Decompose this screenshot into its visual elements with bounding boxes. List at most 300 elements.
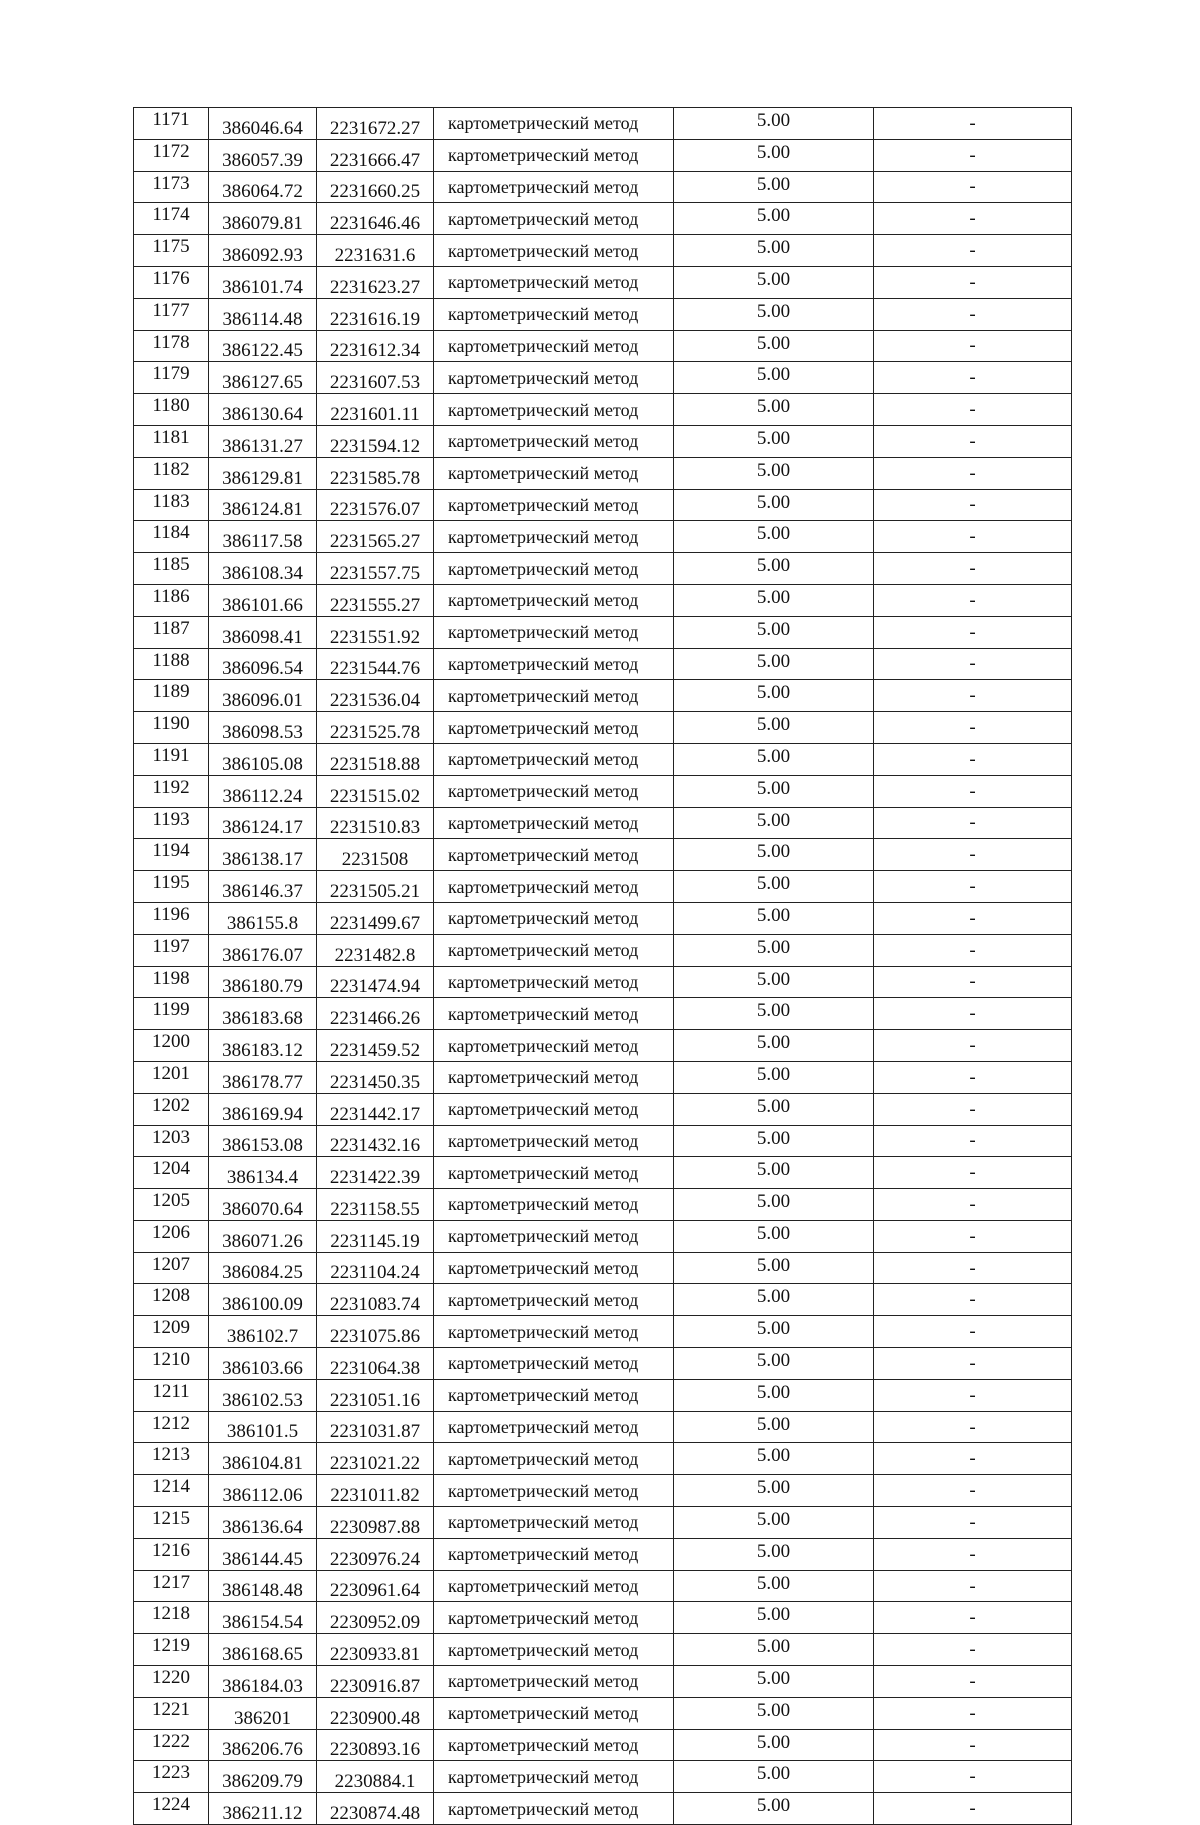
table-row [134,1093,1072,1125]
point-number-cell: 1204 [134,1157,209,1189]
point-number-cell: 1171 [134,108,209,140]
accuracy-cell: 5.00 [674,1538,874,1570]
method-cell: картометрический метод [434,457,674,489]
y-coordinate-cell: 2230874.48 [317,1793,434,1825]
x-coordinate-cell: 386134.4 [209,1157,317,1189]
x-coordinate-cell: 386178.77 [209,1061,317,1093]
point-number-cell: 1219 [134,1634,209,1666]
note-cell: - [874,1697,1072,1729]
x-coordinate-cell: 386211.12 [209,1793,317,1825]
point-number-cell: 1175 [134,235,209,267]
note-cell: - [874,1570,1072,1602]
note-cell: - [874,775,1072,807]
note-cell: - [874,266,1072,298]
y-coordinate-cell: 2231660.25 [317,171,434,203]
method-cell: картометрический метод [434,1316,674,1348]
point-number-cell: 1222 [134,1729,209,1761]
x-coordinate-cell: 386183.68 [209,998,317,1030]
note-cell: - [874,966,1072,998]
accuracy-cell: 5.00 [674,1348,874,1380]
x-coordinate-cell: 386127.65 [209,362,317,394]
table-row [134,1157,1072,1189]
method-cell: картометрический метод [434,1793,674,1825]
point-number-cell: 1192 [134,775,209,807]
table-row [134,457,1072,489]
accuracy-cell: 5.00 [674,743,874,775]
note-cell: - [874,1634,1072,1666]
y-coordinate-cell: 2231450.35 [317,1061,434,1093]
method-cell: картометрический метод [434,775,674,807]
table-row [134,1348,1072,1380]
table-row [134,1729,1072,1761]
y-coordinate-cell: 2231515.02 [317,775,434,807]
method-cell: картометрический метод [434,553,674,585]
point-number-cell: 1198 [134,966,209,998]
point-number-cell: 1217 [134,1570,209,1602]
point-number-cell: 1186 [134,584,209,616]
accuracy-cell: 5.00 [674,1475,874,1507]
point-number-cell: 1196 [134,902,209,934]
x-coordinate-cell: 386180.79 [209,966,317,998]
table-row [134,966,1072,998]
y-coordinate-cell: 2231672.27 [317,108,434,140]
x-coordinate-cell: 386176.07 [209,934,317,966]
y-coordinate-cell: 2230952.09 [317,1602,434,1634]
method-cell: картометрический метод [434,1443,674,1475]
x-coordinate-cell: 386101.5 [209,1411,317,1443]
note-cell: - [874,1316,1072,1348]
point-number-cell: 1200 [134,1030,209,1062]
table-row [134,1761,1072,1793]
x-coordinate-cell: 386096.01 [209,680,317,712]
table-row [134,1538,1072,1570]
x-coordinate-cell: 386130.64 [209,394,317,426]
y-coordinate-cell: 2231508 [317,839,434,871]
point-number-cell: 1201 [134,1061,209,1093]
accuracy-cell: 5.00 [674,1030,874,1062]
x-coordinate-cell: 386117.58 [209,521,317,553]
y-coordinate-cell: 2231631.6 [317,235,434,267]
x-coordinate-cell: 386124.17 [209,807,317,839]
x-coordinate-cell: 386168.65 [209,1634,317,1666]
y-coordinate-cell: 2230933.81 [317,1634,434,1666]
y-coordinate-cell: 2231616.19 [317,298,434,330]
method-cell: картометрический метод [434,521,674,553]
accuracy-cell: 5.00 [674,521,874,553]
accuracy-cell: 5.00 [674,203,874,235]
point-number-cell: 1183 [134,489,209,521]
table-row [134,394,1072,426]
table-row [134,807,1072,839]
accuracy-cell: 5.00 [674,1157,874,1189]
note-cell: - [874,839,1072,871]
x-coordinate-cell: 386064.72 [209,171,317,203]
table-row [134,1634,1072,1666]
table-row [134,1061,1072,1093]
point-number-cell: 1172 [134,139,209,171]
y-coordinate-cell: 2230987.88 [317,1507,434,1539]
x-coordinate-cell: 386105.08 [209,743,317,775]
y-coordinate-cell: 2230916.87 [317,1666,434,1698]
x-coordinate-cell: 386084.25 [209,1252,317,1284]
point-number-cell: 1215 [134,1507,209,1539]
method-cell: картометрический метод [434,902,674,934]
table-row [134,934,1072,966]
point-number-cell: 1208 [134,1284,209,1316]
y-coordinate-cell: 2231666.47 [317,139,434,171]
point-number-cell: 1179 [134,362,209,394]
document-page [133,107,1071,1825]
method-cell: картометрический метод [434,1507,674,1539]
x-coordinate-cell: 386153.08 [209,1125,317,1157]
accuracy-cell: 5.00 [674,457,874,489]
y-coordinate-cell: 2230976.24 [317,1538,434,1570]
point-number-cell: 1207 [134,1252,209,1284]
note-cell: - [874,1125,1072,1157]
table-row [134,1793,1072,1825]
method-cell: картометрический метод [434,1634,674,1666]
y-coordinate-cell: 2231525.78 [317,712,434,744]
accuracy-cell: 5.00 [674,1602,874,1634]
method-cell: картометрический метод [434,1761,674,1793]
accuracy-cell: 5.00 [674,998,874,1030]
point-number-cell: 1224 [134,1793,209,1825]
table-row [134,648,1072,680]
accuracy-cell: 5.00 [674,1252,874,1284]
table-row [134,584,1072,616]
note-cell: - [874,1061,1072,1093]
y-coordinate-cell: 2231536.04 [317,680,434,712]
method-cell: картометрический метод [434,1729,674,1761]
x-coordinate-cell: 386070.64 [209,1189,317,1221]
y-coordinate-cell: 2231051.16 [317,1379,434,1411]
x-coordinate-cell: 386071.26 [209,1220,317,1252]
table-row [134,1666,1072,1698]
note-cell: - [874,1793,1072,1825]
note-cell: - [874,871,1072,903]
note-cell: - [874,1602,1072,1634]
accuracy-cell: 5.00 [674,171,874,203]
method-cell: картометрический метод [434,616,674,648]
accuracy-cell: 5.00 [674,1793,874,1825]
point-number-cell: 1195 [134,871,209,903]
note-cell: - [874,902,1072,934]
point-number-cell: 1221 [134,1697,209,1729]
y-coordinate-cell: 2231432.16 [317,1125,434,1157]
y-coordinate-cell: 2231104.24 [317,1252,434,1284]
point-number-cell: 1187 [134,616,209,648]
x-coordinate-cell: 386183.12 [209,1030,317,1062]
x-coordinate-cell: 386209.79 [209,1761,317,1793]
table-row [134,680,1072,712]
accuracy-cell: 5.00 [674,1411,874,1443]
method-cell: картометрический метод [434,743,674,775]
accuracy-cell: 5.00 [674,871,874,903]
table-row [134,139,1072,171]
y-coordinate-cell: 2231612.34 [317,330,434,362]
accuracy-cell: 5.00 [674,775,874,807]
x-coordinate-cell: 386154.54 [209,1602,317,1634]
method-cell: картометрический метод [434,266,674,298]
method-cell: картометрический метод [434,1252,674,1284]
accuracy-cell: 5.00 [674,235,874,267]
x-coordinate-cell: 386092.93 [209,235,317,267]
accuracy-cell: 5.00 [674,934,874,966]
x-coordinate-cell: 386108.34 [209,553,317,585]
accuracy-cell: 5.00 [674,1443,874,1475]
x-coordinate-cell: 386169.94 [209,1093,317,1125]
point-number-cell: 1174 [134,203,209,235]
y-coordinate-cell: 2231075.86 [317,1316,434,1348]
accuracy-cell: 5.00 [674,553,874,585]
accuracy-cell: 5.00 [674,966,874,998]
x-coordinate-cell: 386129.81 [209,457,317,489]
table-row [134,1220,1072,1252]
note-cell: - [874,553,1072,585]
point-number-cell: 1206 [134,1220,209,1252]
y-coordinate-cell: 2231064.38 [317,1348,434,1380]
accuracy-cell: 5.00 [674,584,874,616]
method-cell: картометрический метод [434,1030,674,1062]
method-cell: картометрический метод [434,1189,674,1221]
x-coordinate-cell: 386146.37 [209,871,317,903]
y-coordinate-cell: 2231442.17 [317,1093,434,1125]
method-cell: картометрический метод [434,171,674,203]
method-cell: картометрический метод [434,1284,674,1316]
point-number-cell: 1209 [134,1316,209,1348]
point-number-cell: 1197 [134,934,209,966]
x-coordinate-cell: 386101.66 [209,584,317,616]
x-coordinate-cell: 386079.81 [209,203,317,235]
note-cell: - [874,1761,1072,1793]
x-coordinate-cell: 386124.81 [209,489,317,521]
x-coordinate-cell: 386104.81 [209,1443,317,1475]
x-coordinate-cell: 386206.76 [209,1729,317,1761]
y-coordinate-cell: 2231565.27 [317,521,434,553]
method-cell: картометрический метод [434,1538,674,1570]
note-cell: - [874,1729,1072,1761]
point-number-cell: 1185 [134,553,209,585]
table-row [134,902,1072,934]
method-cell: картометрический метод [434,871,674,903]
note-cell: - [874,584,1072,616]
accuracy-cell: 5.00 [674,1061,874,1093]
accuracy-cell: 5.00 [674,394,874,426]
note-cell: - [874,743,1072,775]
method-cell: картометрический метод [434,1570,674,1602]
accuracy-cell: 5.00 [674,1093,874,1125]
note-cell: - [874,934,1072,966]
point-number-cell: 1176 [134,266,209,298]
note-cell: - [874,489,1072,521]
method-cell: картометрический метод [434,108,674,140]
method-cell: картометрический метод [434,362,674,394]
table-row [134,616,1072,648]
note-cell: - [874,1348,1072,1380]
table-row [134,998,1072,1030]
accuracy-cell: 5.00 [674,1570,874,1602]
table-row [134,235,1072,267]
y-coordinate-cell: 2231031.87 [317,1411,434,1443]
x-coordinate-cell: 386112.06 [209,1475,317,1507]
point-number-cell: 1214 [134,1475,209,1507]
point-number-cell: 1203 [134,1125,209,1157]
table-row [134,266,1072,298]
y-coordinate-cell: 2231623.27 [317,266,434,298]
method-cell: картометрический метод [434,489,674,521]
accuracy-cell: 5.00 [674,807,874,839]
point-number-cell: 1189 [134,680,209,712]
point-number-cell: 1184 [134,521,209,553]
y-coordinate-cell: 2231083.74 [317,1284,434,1316]
x-coordinate-cell: 386155.8 [209,902,317,934]
note-cell: - [874,680,1072,712]
table-row [134,108,1072,140]
accuracy-cell: 5.00 [674,616,874,648]
note-cell: - [874,1666,1072,1698]
accuracy-cell: 5.00 [674,139,874,171]
table-row [134,871,1072,903]
x-coordinate-cell: 386102.53 [209,1379,317,1411]
table-row [134,1602,1072,1634]
method-cell: картометрический метод [434,1602,674,1634]
accuracy-cell: 5.00 [674,1666,874,1698]
x-coordinate-cell: 386201 [209,1697,317,1729]
method-cell: картометрический метод [434,1157,674,1189]
accuracy-cell: 5.00 [674,648,874,680]
table-row [134,1284,1072,1316]
y-coordinate-cell: 2230893.16 [317,1729,434,1761]
accuracy-cell: 5.00 [674,1761,874,1793]
method-cell: картометрический метод [434,425,674,457]
x-coordinate-cell: 386131.27 [209,425,317,457]
point-number-cell: 1213 [134,1443,209,1475]
note-cell: - [874,1220,1072,1252]
note-cell: - [874,235,1072,267]
point-number-cell: 1205 [134,1189,209,1221]
accuracy-cell: 5.00 [674,298,874,330]
method-cell: картометрический метод [434,203,674,235]
coordinates-table [133,107,1072,1825]
note-cell: - [874,1379,1072,1411]
note-cell: - [874,998,1072,1030]
point-number-cell: 1193 [134,807,209,839]
table-row [134,775,1072,807]
y-coordinate-cell: 2231551.92 [317,616,434,648]
y-coordinate-cell: 2231011.82 [317,1475,434,1507]
y-coordinate-cell: 2231021.22 [317,1443,434,1475]
accuracy-cell: 5.00 [674,108,874,140]
method-cell: картометрический метод [434,1666,674,1698]
note-cell: - [874,330,1072,362]
accuracy-cell: 5.00 [674,1316,874,1348]
table-row [134,1443,1072,1475]
x-coordinate-cell: 386103.66 [209,1348,317,1380]
note-cell: - [874,712,1072,744]
table-row [134,1570,1072,1602]
point-number-cell: 1218 [134,1602,209,1634]
y-coordinate-cell: 2231422.39 [317,1157,434,1189]
accuracy-cell: 5.00 [674,1697,874,1729]
note-cell: - [874,1093,1072,1125]
point-number-cell: 1180 [134,394,209,426]
accuracy-cell: 5.00 [674,362,874,394]
y-coordinate-cell: 2231459.52 [317,1030,434,1062]
point-number-cell: 1210 [134,1348,209,1380]
table-row [134,1379,1072,1411]
x-coordinate-cell: 386112.24 [209,775,317,807]
point-number-cell: 1182 [134,457,209,489]
y-coordinate-cell: 2231499.67 [317,902,434,934]
y-coordinate-cell: 2231482.8 [317,934,434,966]
y-coordinate-cell: 2231607.53 [317,362,434,394]
method-cell: картометрический метод [434,1220,674,1252]
note-cell: - [874,616,1072,648]
y-coordinate-cell: 2230961.64 [317,1570,434,1602]
y-coordinate-cell: 2231601.11 [317,394,434,426]
note-cell: - [874,298,1072,330]
accuracy-cell: 5.00 [674,489,874,521]
note-cell: - [874,1443,1072,1475]
note-cell: - [874,171,1072,203]
method-cell: картометрический метод [434,648,674,680]
note-cell: - [874,1157,1072,1189]
y-coordinate-cell: 2231505.21 [317,871,434,903]
table-row [134,553,1072,585]
x-coordinate-cell: 386102.7 [209,1316,317,1348]
method-cell: картометрический метод [434,1379,674,1411]
x-coordinate-cell: 386122.45 [209,330,317,362]
coordinates-table-body [134,108,1072,1825]
note-cell: - [874,648,1072,680]
note-cell: - [874,108,1072,140]
y-coordinate-cell: 2231646.46 [317,203,434,235]
accuracy-cell: 5.00 [674,902,874,934]
accuracy-cell: 5.00 [674,1284,874,1316]
method-cell: картометрический метод [434,807,674,839]
x-coordinate-cell: 386096.54 [209,648,317,680]
method-cell: картометрический метод [434,298,674,330]
note-cell: - [874,521,1072,553]
point-number-cell: 1220 [134,1666,209,1698]
method-cell: картометрический метод [434,712,674,744]
x-coordinate-cell: 386101.74 [209,266,317,298]
table-row [134,1411,1072,1443]
y-coordinate-cell: 2230884.1 [317,1761,434,1793]
point-number-cell: 1181 [134,425,209,457]
note-cell: - [874,362,1072,394]
x-coordinate-cell: 386046.64 [209,108,317,140]
accuracy-cell: 5.00 [674,1220,874,1252]
point-number-cell: 1173 [134,171,209,203]
table-row [134,839,1072,871]
note-cell: - [874,394,1072,426]
point-number-cell: 1216 [134,1538,209,1570]
note-cell: - [874,1030,1072,1062]
x-coordinate-cell: 386136.64 [209,1507,317,1539]
x-coordinate-cell: 386114.48 [209,298,317,330]
x-coordinate-cell: 386184.03 [209,1666,317,1698]
method-cell: картометрический метод [434,1697,674,1729]
method-cell: картометрический метод [434,934,674,966]
y-coordinate-cell: 2231594.12 [317,425,434,457]
point-number-cell: 1202 [134,1093,209,1125]
note-cell: - [874,1411,1072,1443]
table-row [134,1030,1072,1062]
accuracy-cell: 5.00 [674,1379,874,1411]
method-cell: картометрический метод [434,966,674,998]
point-number-cell: 1178 [134,330,209,362]
